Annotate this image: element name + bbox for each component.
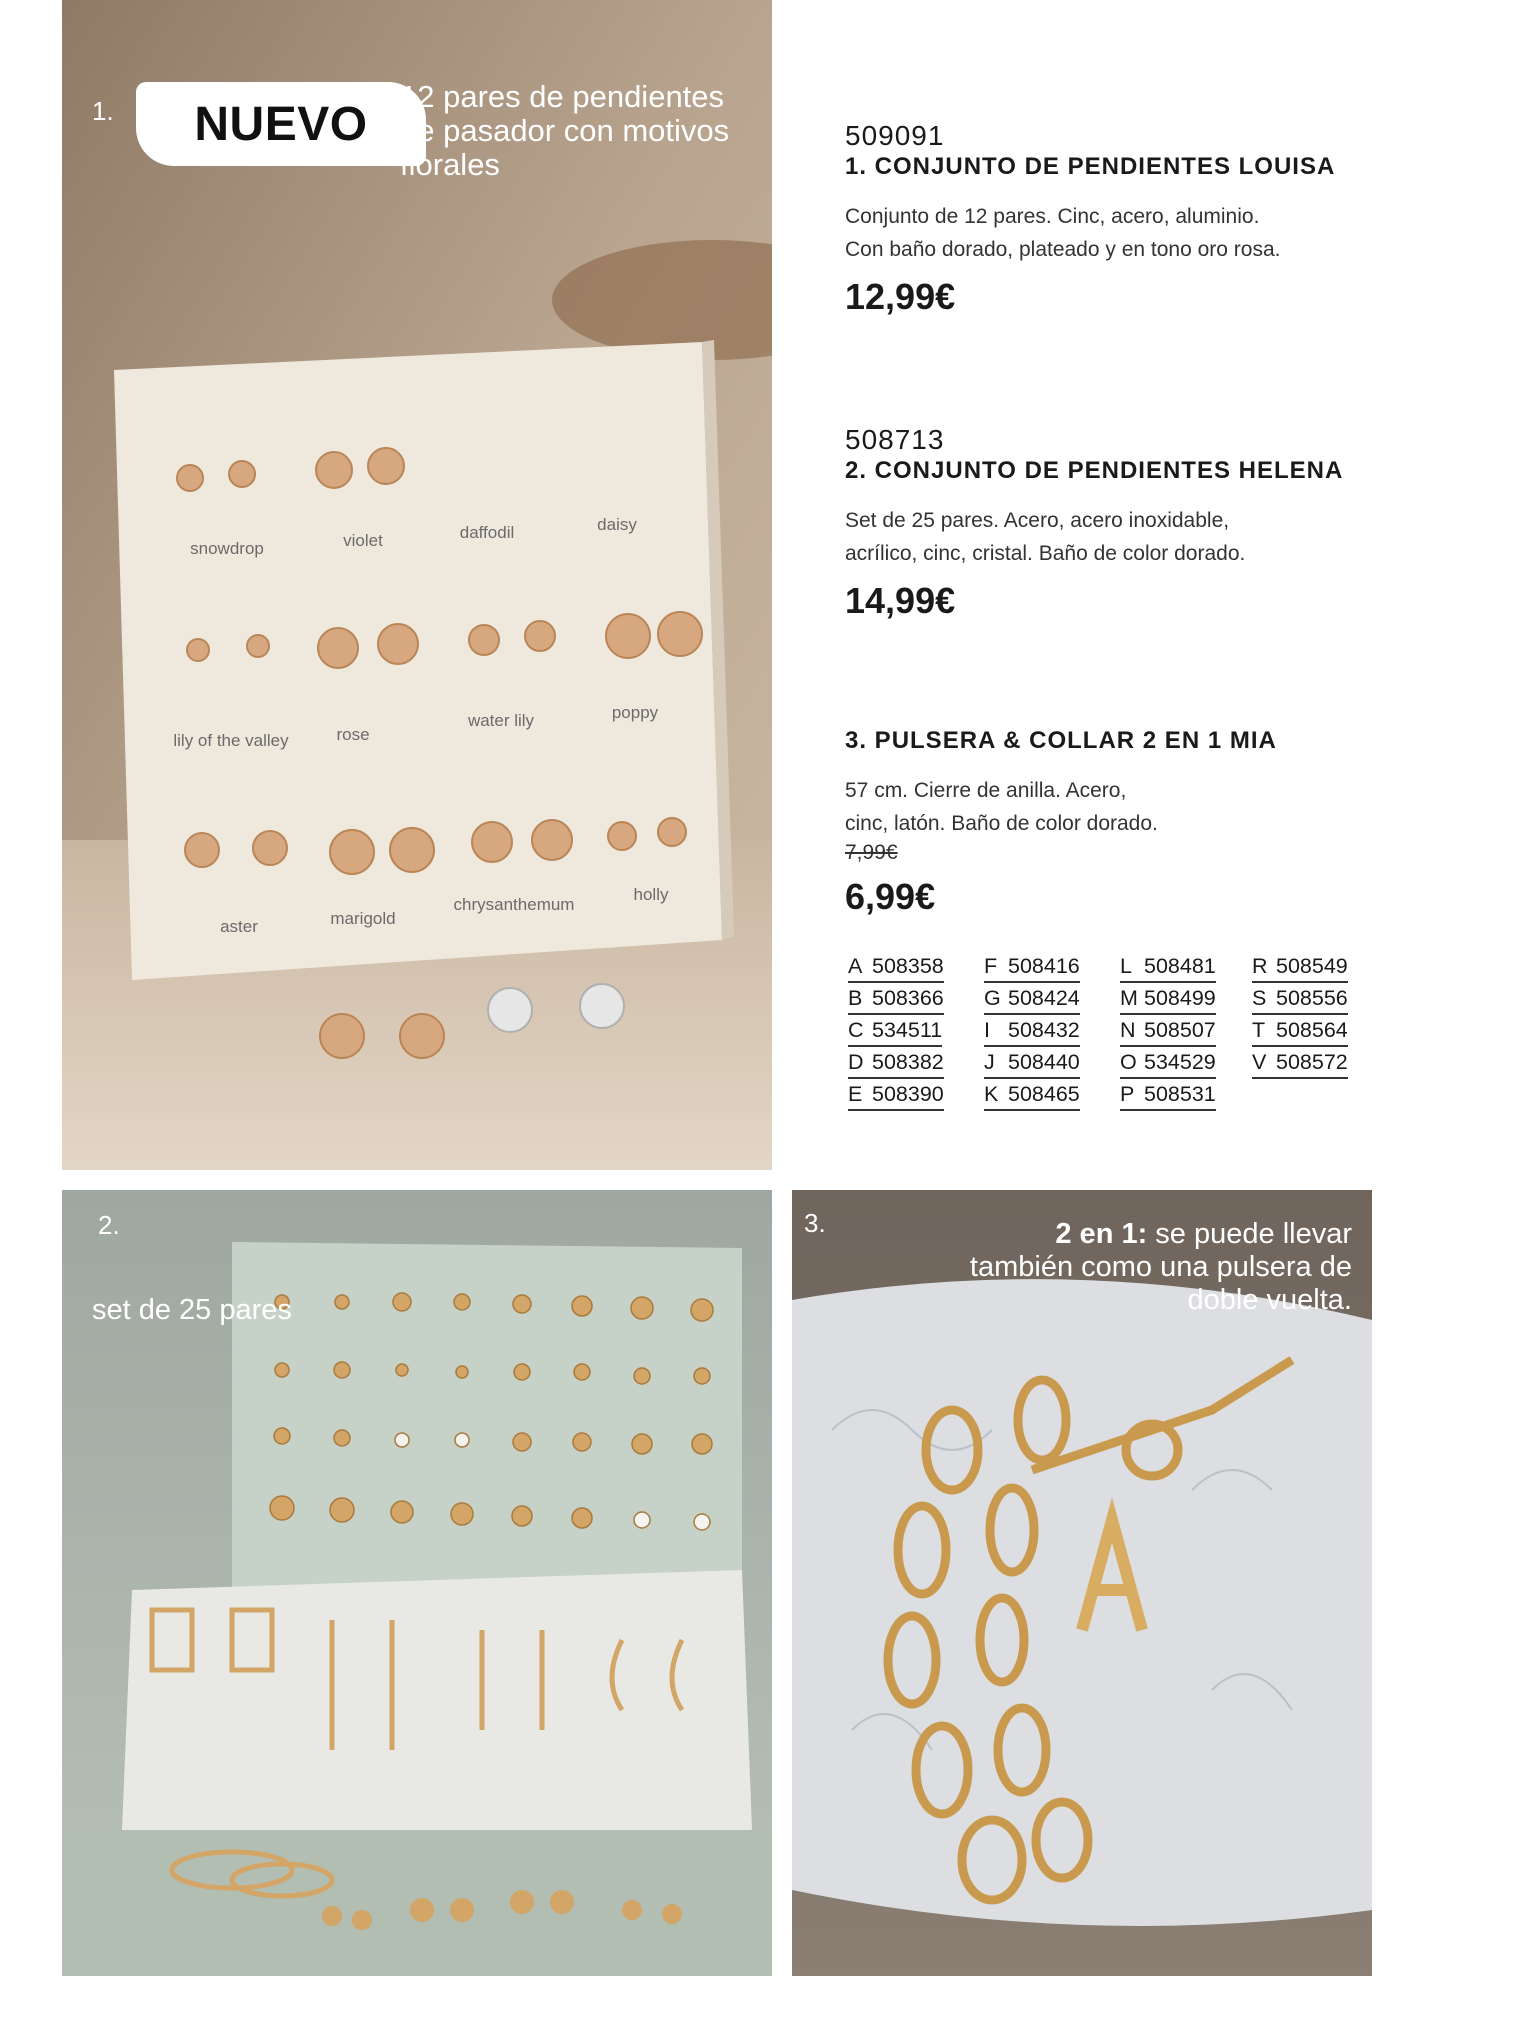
letter-code-cell <box>1120 1016 1216 1047</box>
product-description <box>845 504 1385 570</box>
letter-code-cell <box>1120 1080 1216 1111</box>
photo-number: 3. <box>804 1208 826 1238</box>
letter-code-letter: D <box>848 1050 864 1074</box>
letter-code-cell <box>984 952 1080 983</box>
new-badge: NUEVO <box>136 82 426 166</box>
card-label: marigold <box>330 909 396 928</box>
letter-code-letter: J <box>984 1050 995 1074</box>
product-photo-helena <box>62 1190 772 1976</box>
letter-code-letter: I <box>984 1018 990 1042</box>
letter-code-cell <box>984 984 1080 1015</box>
photo-number: 2. <box>98 1210 120 1240</box>
letter-code-letter: B <box>848 986 863 1010</box>
card-label: poppy <box>611 703 659 722</box>
letter-code-letter: K <box>984 1082 999 1106</box>
card-label: daffodil <box>459 523 515 542</box>
letter-code-number: 508440 <box>1008 1050 1080 1074</box>
letter-code-number: 508424 <box>1008 986 1080 1010</box>
card-label: daisy <box>597 515 637 534</box>
letter-code-cell <box>848 1016 942 1047</box>
letter-code-number: 508499 <box>1144 986 1216 1010</box>
letter-code-letter: A <box>848 954 863 978</box>
letter-code-number: 508549 <box>1276 954 1348 978</box>
letter-code-letter: O <box>1120 1050 1137 1074</box>
letter-code-number: 508366 <box>872 986 944 1010</box>
photo-callout: set de 25 pares <box>92 1294 292 1326</box>
letter-code-number: 508465 <box>1008 1082 1080 1106</box>
letter-code-number: 508432 <box>1008 1018 1080 1042</box>
letter-code-cell <box>1252 952 1348 983</box>
letter-code-cell <box>1120 984 1216 1015</box>
letter-code-cell <box>848 952 944 983</box>
product-price: 6,99€ <box>845 876 936 917</box>
letter-code-letter: L <box>1120 954 1132 978</box>
letter-code-letter: S <box>1252 986 1267 1010</box>
letter-code-number: 508481 <box>1144 954 1216 978</box>
letter-code-number: 508416 <box>1008 954 1080 978</box>
card-label: violet <box>343 531 383 550</box>
product-photo-louisa <box>62 0 772 1170</box>
letter-code-letter: E <box>848 1082 863 1106</box>
letter-code-letter: N <box>1120 1018 1136 1042</box>
product-name: 1. CONJUNTO DE PENDIENTES LOUISA <box>845 153 1336 180</box>
letter-code-cell <box>984 1016 1080 1047</box>
letter-code-cell <box>984 1080 1080 1111</box>
letter-code-letter: C <box>848 1018 864 1042</box>
letter-code-cell <box>848 984 944 1015</box>
photo-number: 1. <box>92 96 114 126</box>
product-description <box>845 200 1385 266</box>
product-code: 509091 <box>845 120 945 151</box>
callout-rest: se puede llevar también como una pulsera de doble vuelta. <box>969 1218 1352 1316</box>
description-line: Set de 25 pares. Acero, acero inoxidable, <box>845 509 1230 532</box>
letter-code-number: 534529 <box>1144 1050 1216 1074</box>
product-price: 14,99€ <box>845 580 956 621</box>
product-photo-mia <box>792 1190 1372 1976</box>
product-description <box>845 774 1385 840</box>
product-price: 12,99€ <box>845 276 956 317</box>
letter-code-number: 508556 <box>1276 986 1348 1010</box>
description-line: Con baño dorado, plateado y en tono oro rosa. <box>845 238 1281 261</box>
photo-callout: 12 pares de pendientes de pasador con motivos florales <box>400 79 730 182</box>
letter-code-number: 508531 <box>1144 1082 1216 1106</box>
product-name: 2. CONJUNTO DE PENDIENTES HELENA <box>845 457 1344 484</box>
letter-code-number: 508572 <box>1276 1050 1348 1074</box>
description-line: Conjunto de 12 pares. Cinc, acero, aluminio. <box>845 205 1260 228</box>
letter-code-number: 508564 <box>1276 1018 1348 1042</box>
product-helena <box>845 424 1385 622</box>
product-code: 508713 <box>845 424 945 455</box>
letter-code-letter: R <box>1252 954 1268 978</box>
card-label: water lily <box>467 711 535 730</box>
letter-code-cell <box>1252 984 1348 1015</box>
photo-callout <box>952 1218 1352 1317</box>
callout-bold: 2 en 1: <box>1055 1218 1148 1250</box>
letter-code-number: 508382 <box>872 1050 944 1074</box>
letter-code-letter: F <box>984 954 998 978</box>
letter-code-cell <box>984 1048 1080 1079</box>
letter-code-letter: V <box>1252 1050 1267 1074</box>
card-label: lily of the valley <box>173 731 289 750</box>
card-label: holly <box>633 885 669 904</box>
letter-code-number: 534511 <box>872 1018 943 1042</box>
card-label: chrysanthemum <box>453 895 575 914</box>
old-price: 7,99€ <box>845 841 898 864</box>
letter-code-letter: T <box>1252 1018 1266 1042</box>
card-label: rose <box>336 725 370 744</box>
description-line: cinc, latón. Baño de color dorado. <box>845 812 1158 835</box>
card-label: snowdrop <box>190 539 264 558</box>
letter-code-cell <box>848 1048 944 1079</box>
description-line: 57 cm. Cierre de anilla. Acero, <box>845 779 1127 802</box>
letter-code-letter: G <box>984 986 1001 1010</box>
product-name: 3. PULSERA & COLLAR 2 EN 1 MIA <box>845 727 1277 754</box>
letter-code-cell <box>1120 952 1216 983</box>
letter-code-cell <box>1252 1016 1348 1047</box>
product-mia <box>845 726 1385 918</box>
letter-code-number: 508390 <box>872 1082 944 1106</box>
card-label: aster <box>220 917 258 936</box>
letter-code-letter: M <box>1120 986 1138 1010</box>
letter-code-cell <box>1252 1048 1348 1079</box>
description-line: acrílico, cinc, cristal. Baño de color dorado. <box>845 542 1246 565</box>
letter-code-letter: P <box>1120 1082 1135 1106</box>
product-louisa <box>845 120 1385 318</box>
letter-code-number: 508358 <box>872 954 944 978</box>
letter-code-cell <box>848 1080 944 1111</box>
letter-code-cell <box>1120 1048 1216 1079</box>
letter-code-number: 508507 <box>1144 1018 1216 1042</box>
